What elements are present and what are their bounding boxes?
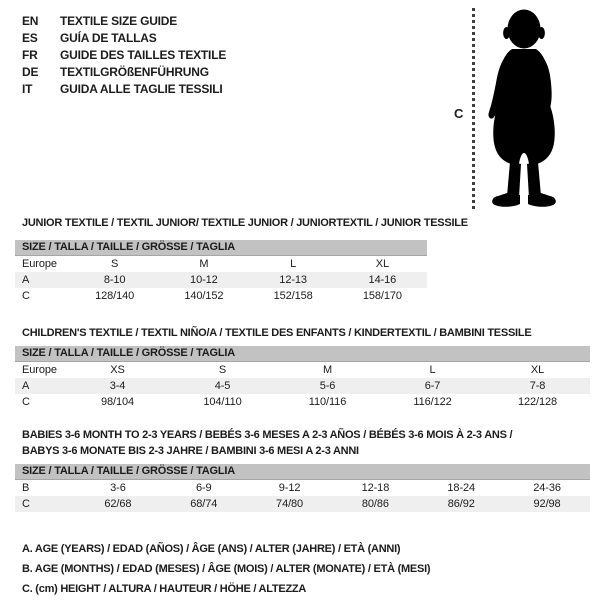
section-title-junior: JUNIOR TEXTILE / TEXTIL JUNIOR/ TEXTILE JUNIOR / JUNIORTEXTIL / JUNIOR TESSILE	[22, 217, 468, 229]
language-code: EN	[22, 14, 39, 28]
size-cell: 104/110	[203, 396, 242, 408]
row-label: B	[22, 482, 30, 494]
table-row	[15, 480, 590, 496]
size-cell: S	[218, 364, 227, 376]
row-label: Europe	[22, 258, 57, 270]
size-cell: 110/116	[308, 396, 347, 408]
language-label: GUÍA DE TALLAS	[60, 31, 157, 45]
size-cell: 68/74	[190, 498, 218, 510]
size-cell: 6-9	[195, 482, 212, 494]
legend-line-a: A. AGE (YEARS) / EDAD (AÑOS) / ÂGE (ANS) / ALTER (JAHRE) / ETÀ (ANNI)	[22, 543, 401, 555]
size-cell: 98/104	[100, 396, 135, 408]
babies-size-table	[15, 464, 590, 512]
size-cell: 18-24	[447, 482, 476, 494]
table-row	[15, 256, 427, 272]
size-cell: 6-7	[424, 380, 441, 392]
size-cell: 9-12	[278, 482, 301, 494]
size-cell: 158/170	[362, 290, 402, 302]
language-row	[22, 30, 226, 47]
size-cell: L	[290, 258, 297, 270]
table-row	[15, 394, 590, 410]
row-label: A	[22, 380, 30, 392]
size-cell: 7-8	[529, 380, 546, 392]
size-cell: 10-12	[190, 274, 218, 286]
size-cell: 8-10	[103, 274, 126, 286]
size-cell: M	[322, 364, 333, 376]
language-code: ES	[22, 31, 38, 45]
language-title-block	[22, 13, 226, 98]
legend-line-c: C. (cm) HEIGHT / ALTURA / HAUTEUR / HÖHE / ALTEZZA	[22, 583, 307, 595]
row-label: Europe	[22, 364, 57, 376]
size-cell: 140/152	[184, 290, 224, 302]
size-cell: XS	[110, 364, 125, 376]
language-code: IT	[22, 82, 33, 96]
size-cell: 74/80	[276, 498, 304, 510]
size-cell: 4-5	[214, 380, 231, 392]
section-title-babies-line2: BABYS 3-6 MONATE BIS 2-3 JAHRE / BAMBINI 3-6 MESI A 2-3 ANNI	[22, 445, 359, 457]
language-row	[22, 47, 226, 64]
language-label: GUIDA ALLE TAGLIE TESSILI	[60, 82, 223, 96]
size-cell: 3-6	[110, 482, 126, 494]
size-cell: 116/122	[413, 396, 452, 408]
size-cell: S	[111, 258, 119, 270]
language-code: DE	[22, 65, 39, 79]
row-label: A	[22, 274, 30, 286]
language-row	[22, 81, 226, 98]
table-header: SIZE / TALLA / TAILLE / GRÖSSE / TAGLIA	[15, 464, 590, 480]
size-cell: M	[199, 258, 209, 270]
section-title-babies-line1: BABIES 3-6 MONTH TO 2-3 YEARS / BEBÉS 3-6 MESES A 2-3 AÑOS / BÉBÉS 3-6 MOIS À 2-3 ANS /	[22, 429, 513, 441]
table-row	[15, 496, 590, 512]
size-cell: 86/92	[447, 498, 475, 510]
language-row	[22, 64, 226, 81]
row-label: C	[22, 396, 30, 408]
table-row	[15, 378, 590, 394]
size-cell: 12-18	[361, 482, 390, 494]
size-cell: 12-13	[279, 274, 307, 286]
size-cell: 62/68	[104, 498, 132, 510]
size-cell: XL	[375, 258, 389, 270]
children-size-table	[15, 346, 590, 410]
junior-size-table	[15, 240, 427, 304]
row-label: C	[22, 498, 30, 510]
table-row	[15, 288, 427, 304]
size-cell: 5-6	[319, 380, 336, 392]
legend-line-b: B. AGE (MONTHS) / EDAD (MESES) / ÂGE (MOIS) / ALTER (MONATE) / ETÀ (MESI)	[22, 563, 431, 575]
table-row	[15, 272, 427, 288]
toddler-silhouette	[480, 5, 568, 211]
table-row	[15, 362, 590, 378]
section-title-children: CHILDREN'S TEXTILE / TEXTIL NIÑO/A / TEXTILE DES ENFANTS / KINDERTEXTIL / BAMBINI TESSILE	[22, 327, 532, 339]
language-label: TEXTILGRÖßENFÜHRUNG	[60, 65, 209, 79]
size-cell: L	[429, 364, 436, 376]
height-measure-line	[472, 8, 475, 210]
section-title-babies	[22, 427, 512, 459]
size-cell: 122/128	[517, 396, 558, 408]
size-cell: 128/140	[95, 290, 135, 302]
size-cell: 14-16	[368, 274, 397, 286]
language-code: FR	[22, 48, 38, 62]
language-label: GUIDE DES TAILLES TEXTILE	[60, 48, 227, 62]
height-marker-label: C	[454, 106, 464, 121]
size-cell: 152/158	[273, 290, 313, 302]
row-label: C	[22, 290, 30, 302]
table-header: SIZE / TALLA / TAILLE / GRÖSSE / TAGLIA	[15, 346, 590, 362]
size-cell: 92/98	[533, 498, 561, 510]
size-cell: XL	[530, 364, 545, 376]
legend-block	[22, 539, 430, 599]
language-row	[22, 13, 226, 30]
language-label: TEXTILE SIZE GUIDE	[60, 14, 178, 28]
table-header: SIZE / TALLA / TAILLE / GRÖSSE / TAGLIA	[15, 240, 427, 256]
size-cell: 24-36	[533, 482, 561, 494]
size-cell: 80/86	[361, 498, 389, 510]
size-cell: 3-4	[109, 380, 126, 392]
